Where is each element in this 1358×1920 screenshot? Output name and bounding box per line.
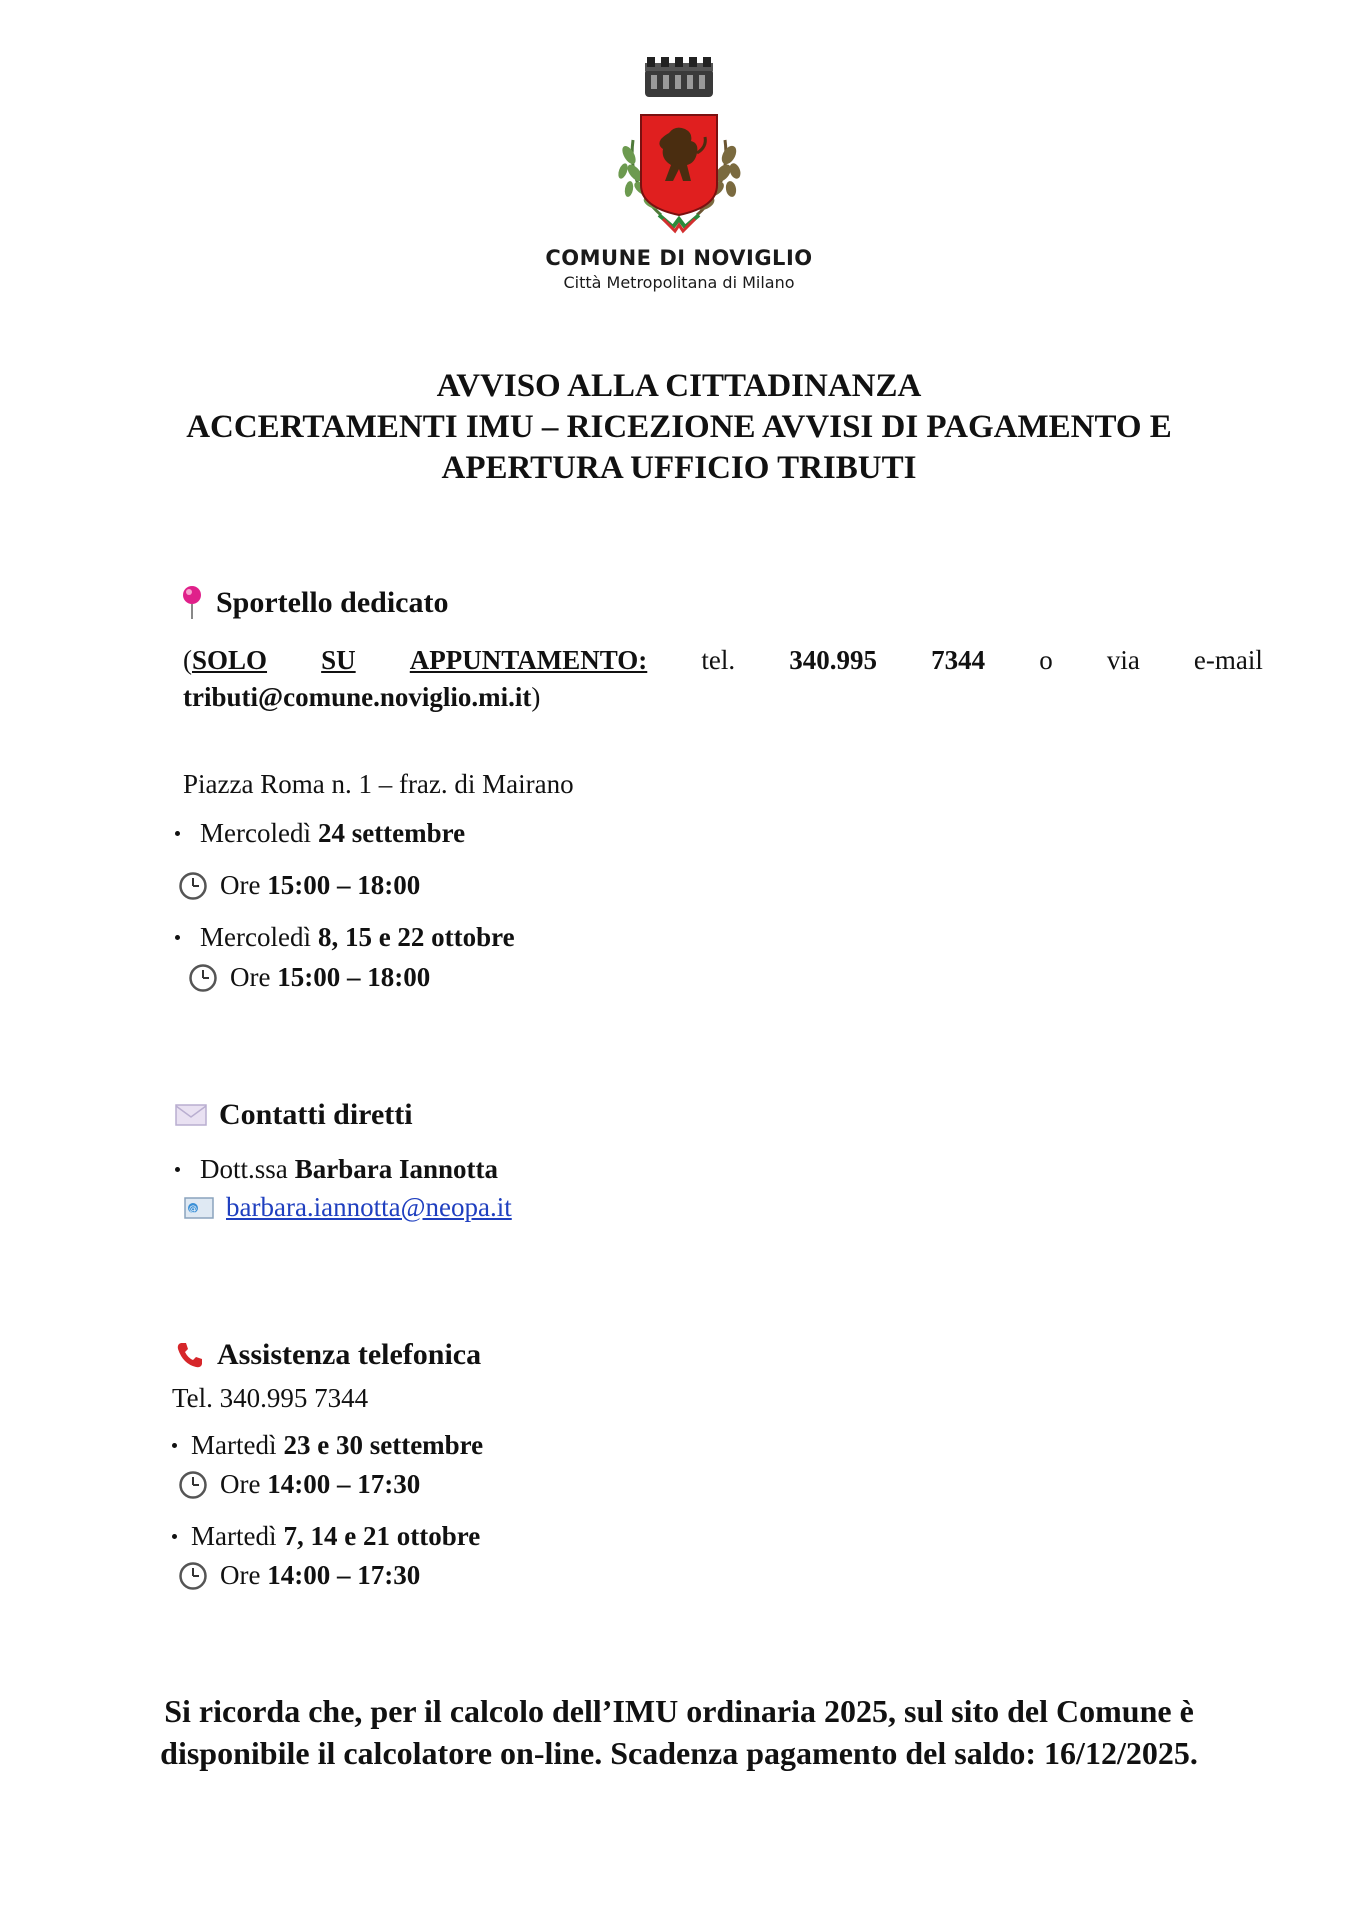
contatti-heading-text: Contatti diretti bbox=[219, 1098, 413, 1131]
slot-day: Mercoledì bbox=[200, 922, 311, 952]
slot-day: Mercoledì bbox=[200, 818, 311, 848]
title-line-3: APERTURA UFFICIO TRIBUTI bbox=[441, 450, 917, 486]
list-item bbox=[172, 1521, 480, 1552]
slot-hours: 15:00 – 18:00 bbox=[277, 962, 431, 992]
title-line-1: AVVISO ALLA CITTADINANZA bbox=[436, 368, 922, 404]
or-text: o bbox=[1039, 645, 1053, 675]
clock-icon bbox=[178, 1470, 208, 1500]
assistenza-phone: Tel. 340.995 7344 bbox=[172, 1383, 369, 1413]
contact-name: Barbara Iannotta bbox=[294, 1154, 499, 1184]
ore-label: Ore bbox=[220, 1469, 268, 1499]
su-text: SU bbox=[321, 645, 356, 675]
sportello-heading-text: Sportello dedicato bbox=[216, 586, 449, 619]
bullet bbox=[172, 1443, 177, 1448]
comune-name: COMUNE DI NOVIGLIO bbox=[545, 246, 813, 270]
sportello-email-line bbox=[183, 680, 540, 714]
list-item bbox=[175, 1154, 498, 1185]
closing-line-2: disponibile il calcolatore on-line. Scadenza pagamento del saldo: 16/12/2025. bbox=[160, 1735, 1198, 1771]
slot-hours: 14:00 – 17:30 bbox=[267, 1560, 421, 1590]
bullet bbox=[172, 1534, 177, 1539]
email-icon bbox=[184, 1197, 214, 1219]
header bbox=[0, 55, 1358, 292]
slot-dates: 8, 15 e 22 ottobre bbox=[317, 922, 515, 952]
slot-dates: 23 e 30 settembre bbox=[283, 1430, 484, 1460]
clock-icon bbox=[178, 1561, 208, 1591]
list-item bbox=[175, 818, 465, 849]
contact-email-link[interactable]: barbara.iannotta@neopa.it bbox=[226, 1192, 512, 1222]
phone-icon bbox=[175, 1340, 205, 1370]
assistenza-heading-text: Assistenza telefonica bbox=[217, 1338, 482, 1371]
slot-day: Martedì bbox=[191, 1521, 277, 1551]
slot-hours-line bbox=[178, 870, 420, 901]
slot-dates: 24 settembre bbox=[317, 818, 466, 848]
appointment-prefix bbox=[183, 645, 267, 676]
slot-hours: 14:00 – 17:30 bbox=[267, 1469, 421, 1499]
bullet bbox=[175, 831, 180, 836]
phone-number-part-b: 7344 bbox=[931, 645, 986, 675]
slot-hours-line bbox=[178, 1469, 420, 1500]
list-item bbox=[175, 922, 515, 953]
clock-icon bbox=[188, 963, 218, 993]
tel-label: tel. bbox=[701, 645, 736, 675]
contact-email-line bbox=[184, 1192, 512, 1223]
ore-label: Ore bbox=[230, 962, 278, 992]
title-prefix: Dott.ssa bbox=[200, 1154, 288, 1184]
sportello-address: Piazza Roma n. 1 – fraz. di Mairano bbox=[183, 769, 574, 799]
comune-subtitle: Città Metropolitana di Milano bbox=[563, 273, 795, 292]
section-contatti-heading bbox=[175, 1098, 413, 1132]
bullet bbox=[175, 935, 180, 940]
slot-hours: 15:00 – 18:00 bbox=[267, 870, 421, 900]
slot-hours-line bbox=[178, 1560, 420, 1591]
ore-label: Ore bbox=[220, 1560, 268, 1590]
clock-icon bbox=[178, 871, 208, 901]
ore-label: Ore bbox=[220, 870, 268, 900]
coat-of-arms-logo bbox=[599, 55, 759, 240]
section-sportello-heading bbox=[180, 585, 449, 621]
section-assistenza-heading bbox=[175, 1338, 481, 1372]
appuntamento-text: APPUNTAMENTO: bbox=[409, 645, 648, 675]
bullet bbox=[175, 1167, 180, 1172]
closing-line-1: Si ricorda che, per il calcolo dell’IMU ordinaria 2025, sul sito del Comune è bbox=[164, 1693, 1194, 1729]
notice-title bbox=[100, 366, 1258, 489]
solo-text: SOLO bbox=[192, 645, 268, 675]
slot-dates: 7, 14 e 21 ottobre bbox=[283, 1521, 481, 1551]
slot-hours-line bbox=[188, 962, 430, 993]
close-paren: ) bbox=[531, 682, 541, 712]
email-label: e-mail bbox=[1193, 645, 1263, 675]
title-line-2: ACCERTAMENTI IMU – RICEZIONE AVVISI DI PAGAMENTO E bbox=[186, 409, 1172, 445]
pushpin-icon bbox=[180, 585, 204, 621]
slot-day: Martedì bbox=[191, 1430, 277, 1460]
svg-text:@: @ bbox=[189, 1203, 197, 1213]
via-text: via bbox=[1106, 645, 1140, 675]
sportello-email[interactable]: tributi@comune.noviglio.mi.it bbox=[183, 682, 532, 712]
phone-number-part-a: 340.995 bbox=[789, 645, 877, 675]
envelope-icon bbox=[175, 1103, 207, 1127]
appointment-line bbox=[183, 645, 1263, 676]
open-paren: ( bbox=[183, 645, 192, 675]
closing-note bbox=[60, 1690, 1298, 1774]
list-item bbox=[172, 1430, 483, 1461]
